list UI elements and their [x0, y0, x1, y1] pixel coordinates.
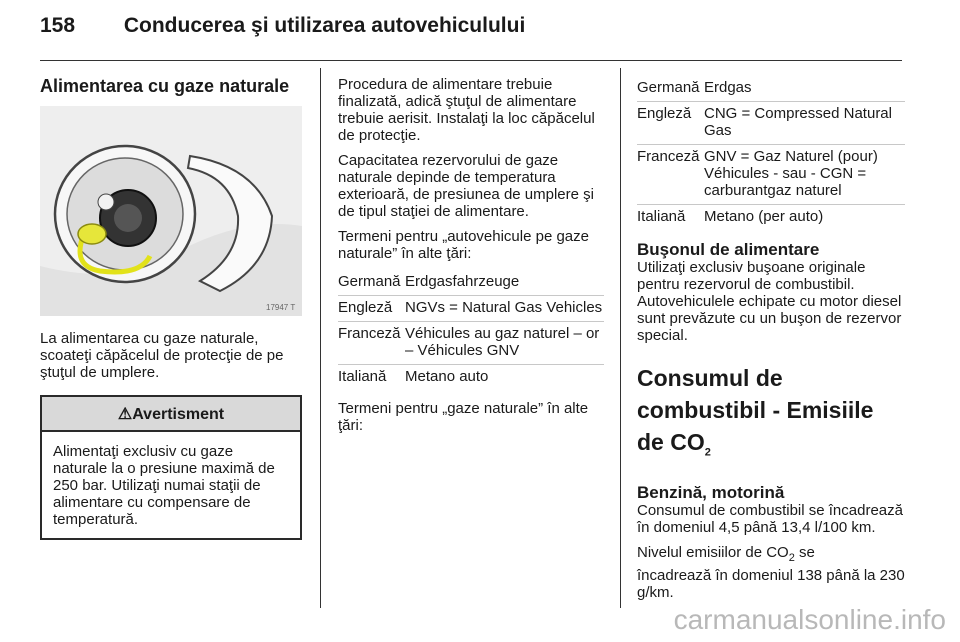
co2-line	[637, 544, 905, 567]
table-cell-lang: Franceză	[338, 325, 401, 342]
paragraph-1: Procedura de alimentare trebuie finalizată, adică ştuţul de alimentare trebuie aerisit. Instalaţi la loc căpăcelul de protecţie.	[338, 76, 595, 144]
table-cell-lang: Engleză	[637, 105, 692, 122]
table-cell-term: GNV = Gaz Naturel (pour) Véhicules - sau - CGN = carburantgaz naturel	[704, 148, 878, 199]
consumption-heading	[637, 362, 905, 469]
table-cell-term: Metano (per auto)	[704, 208, 824, 225]
warning-text: Alimentaţi exclusiv cu gaze naturale la o presiune maximă de 250 bar. Utilizaţi numai staţii de alimentare cu compensare de temperatură.	[53, 443, 275, 528]
paragraph-3: Termeni pentru „autovehicule pe gaze naturale” în alte ţări:	[338, 228, 589, 262]
fuel-filler-illustration	[40, 106, 302, 316]
paragraph-2: Capacitatea rezervorului de gaze naturale depinde de temperatura exterioară, de presiunea de umplere şi de tipul staţiei de alimentare.	[338, 152, 594, 220]
table-cell-term: Véhicules au gaz naturel – or – Véhicules GNV	[405, 325, 600, 359]
page-title: Conducerea şi utilizarea autovehiculului	[123, 14, 526, 37]
table-cell-term: CNG = Compressed Natural Gas	[704, 105, 892, 139]
table-cell-lang: Italiană	[338, 368, 387, 385]
warning-box	[40, 395, 302, 540]
warning-title: Avertisment	[132, 406, 225, 423]
page-number: 158	[40, 14, 76, 37]
column-2	[338, 76, 604, 442]
column-3	[637, 76, 905, 609]
table-cell-lang: Italiană	[637, 208, 686, 225]
co2-text-a: Nivelul emisiilor de CO	[637, 543, 789, 561]
table-row	[338, 270, 604, 296]
column-1	[40, 76, 302, 540]
header-rule	[40, 60, 902, 61]
consumption-heading-sub: 2	[704, 446, 711, 459]
fuel-text: Consumul de combustibil se încadrează în domeniul 4,5 până 13,4 l/100 km.	[637, 501, 903, 536]
co2-text: încadrează în domeniul 138 până la 230 g/km.	[637, 566, 905, 601]
paragraph-4: Termeni pentru „gaze naturale” în alte ţări:	[338, 400, 589, 434]
column-divider-2	[620, 68, 621, 608]
table-cell-term: Erdgasfahrzeuge	[405, 273, 520, 290]
section-heading-natural-gas: Alimentarea cu gaze naturale	[40, 76, 290, 96]
table-row	[338, 322, 604, 365]
column-divider-1	[320, 68, 321, 608]
table-cell-lang: Franceză	[637, 148, 700, 165]
table-row	[637, 145, 905, 205]
table-cell-term: Erdgas	[704, 79, 752, 96]
table-cell-lang: Germană	[338, 273, 401, 290]
table-cell-term: Metano auto	[405, 368, 489, 385]
fuel-heading: Benzină, motorină	[637, 482, 785, 502]
consumption-heading-text: Consumul de combustibil - Emisiile de CO	[637, 365, 874, 455]
co2-text-b: se	[794, 543, 815, 561]
co2-sub: 2	[788, 551, 795, 564]
warning-icon: ⚠	[117, 406, 133, 423]
table-row	[637, 205, 905, 230]
watermark: carmanualsonline.info	[673, 604, 946, 635]
table-cell-term: NGVs = Natural Gas Vehicles	[405, 299, 603, 316]
vehicle-terms-table	[338, 270, 604, 390]
adapter-heading: Buşonul de alimentare	[637, 240, 820, 259]
table-row	[338, 296, 604, 322]
figure-code: 17947 T	[266, 303, 296, 312]
table-row	[637, 76, 905, 102]
page-header	[40, 14, 525, 38]
table-row	[637, 102, 905, 145]
table-cell-lang: Engleză	[338, 299, 393, 316]
table-cell-lang: Germană	[637, 79, 700, 96]
warning-header	[42, 397, 300, 432]
instruction-text: La alimentarea cu gaze naturale, scoateţi căpăcelul de protecţie de pe ştuţul de umplere.	[40, 330, 284, 381]
table-row	[338, 365, 604, 390]
gas-terms-table	[637, 76, 905, 230]
adapter-text: Utilizaţi exclusiv buşoane originale pentru rezervorul de combustibil. Autovehiculele echipate cu motor diesel sunt prevăzute cu un buşon de rezervor special.	[637, 259, 902, 344]
